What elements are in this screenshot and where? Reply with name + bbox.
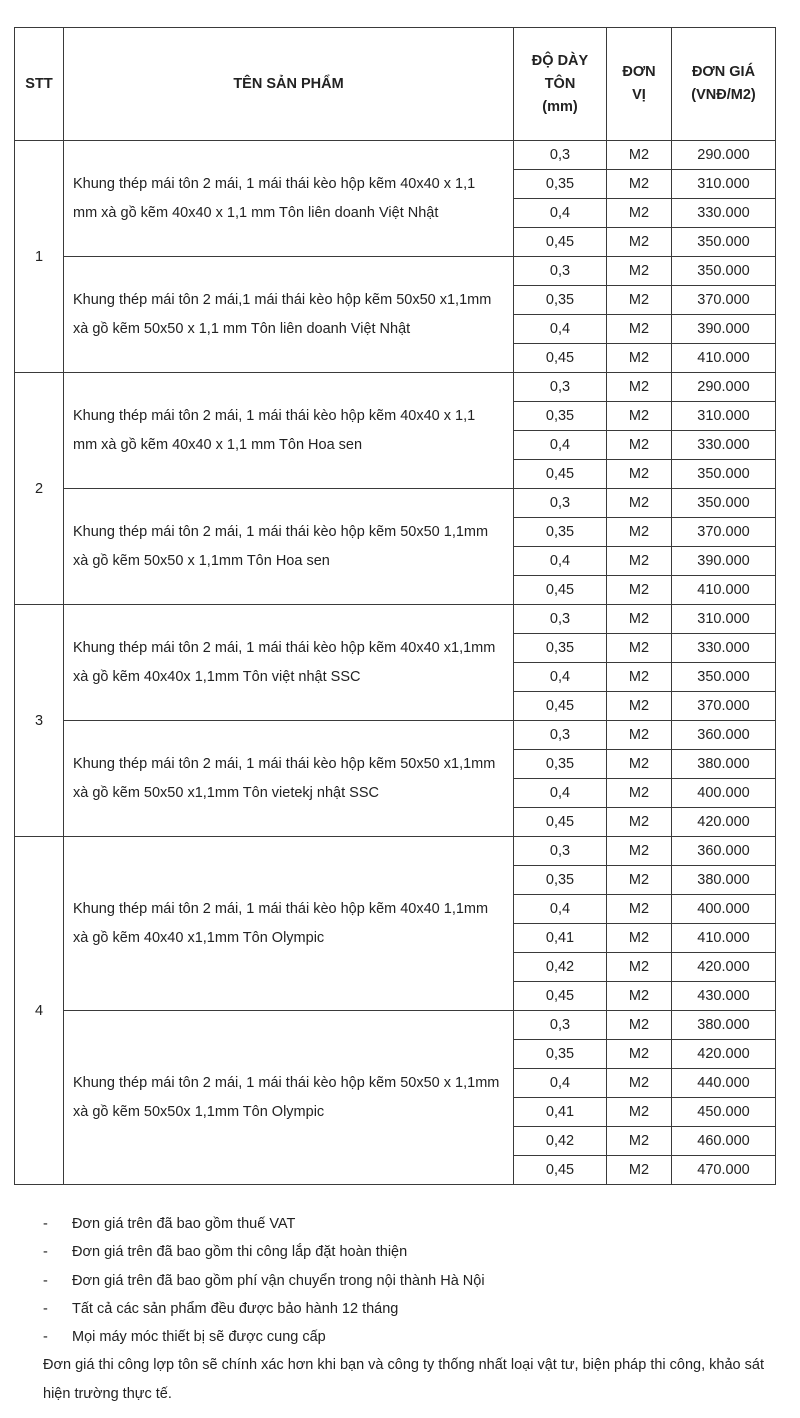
price-cell: 440.000 [672, 1069, 776, 1098]
note-text: Đơn giá trên đã bao gồm phí vận chuyển trong nội thành Hà Nội [72, 1272, 485, 1289]
note-item [43, 1238, 783, 1266]
note-text: Đơn giá trên đã bao gồm thi công lắp đặt hoàn thiện [72, 1244, 408, 1261]
price-cell: 290.000 [672, 141, 776, 170]
table-row [15, 837, 776, 866]
thickness-cell: 0,45 [514, 576, 607, 605]
unit-cell: M2 [607, 1040, 672, 1069]
product-name-cell: Khung thép mái tôn 2 mái, 1 mái thái kèo hộp kẽm 40x40 x 1,1 mm xà gồ kẽm 40x40 x 1,1 mm Tôn liên doanh Việt Nhật [64, 141, 514, 257]
unit-cell: M2 [607, 982, 672, 1011]
unit-cell: M2 [607, 866, 672, 895]
product-name-cell: Khung thép mái tôn 2 mái, 1 mái thái kèo hộp kẽm 40x40 x1,1mm xà gồ kẽm 40x40x 1,1mm Tôn việt nhật SSC [64, 605, 514, 721]
stt-cell: 4 [15, 837, 64, 1185]
unit-cell: M2 [607, 547, 672, 576]
thickness-cell: 0,35 [514, 286, 607, 315]
thickness-cell: 0,35 [514, 402, 607, 431]
unit-cell: M2 [607, 1069, 672, 1098]
table-row [15, 489, 776, 518]
thickness-cell: 0,3 [514, 373, 607, 402]
unit-cell: M2 [607, 924, 672, 953]
price-cell: 420.000 [672, 808, 776, 837]
price-cell: 380.000 [672, 1011, 776, 1040]
header-unit [607, 28, 672, 141]
note-bullet: - [43, 1301, 48, 1318]
unit-cell: M2 [607, 779, 672, 808]
thickness-cell: 0,3 [514, 721, 607, 750]
table-row [15, 141, 776, 170]
thickness-cell: 0,3 [514, 489, 607, 518]
footer-note: Đơn giá thi công lợp tôn sẽ chính xác hơn khi bạn và công ty thống nhất loại vật tư, biện pháp thi công, khảo sát hiện trường thực tế. [43, 1357, 764, 1403]
unit-cell: M2 [607, 170, 672, 199]
unit-cell: M2 [607, 576, 672, 605]
thickness-cell: 0,42 [514, 1127, 607, 1156]
thickness-cell: 0,45 [514, 460, 607, 489]
price-cell: 370.000 [672, 692, 776, 721]
product-name-cell: Khung thép mái tôn 2 mái,1 mái thái kèo hộp kẽm 50x50 x1,1mm xà gồ kẽm 50x50 x 1,1 mm Tôn liên doanh Việt Nhật [64, 257, 514, 373]
thickness-cell: 0,4 [514, 431, 607, 460]
thickness-cell: 0,3 [514, 1011, 607, 1040]
price-cell: 470.000 [672, 1156, 776, 1185]
price-cell: 350.000 [672, 228, 776, 257]
header-price-line: (VNĐ/M2) [691, 87, 756, 103]
price-cell: 350.000 [672, 489, 776, 518]
unit-cell: M2 [607, 837, 672, 866]
price-cell: 430.000 [672, 982, 776, 1011]
thickness-cell: 0,3 [514, 141, 607, 170]
thickness-cell: 0,35 [514, 634, 607, 663]
price-cell: 400.000 [672, 895, 776, 924]
price-cell: 350.000 [672, 663, 776, 692]
unit-cell: M2 [607, 402, 672, 431]
thickness-cell: 0,35 [514, 170, 607, 199]
table-row [15, 721, 776, 750]
thickness-cell: 0,45 [514, 1156, 607, 1185]
unit-cell: M2 [607, 808, 672, 837]
header-row [15, 28, 776, 141]
price-cell: 370.000 [672, 518, 776, 547]
note-bullet: - [43, 1329, 48, 1346]
product-name-cell: Khung thép mái tôn 2 mái, 1 mái thái kèo hộp kẽm 50x50 1,1mm xà gồ kẽm 50x50 x 1,1mm Tôn Hoa sen [64, 489, 514, 605]
thickness-cell: 0,45 [514, 808, 607, 837]
unit-cell: M2 [607, 141, 672, 170]
stt-cell: 2 [15, 373, 64, 605]
unit-cell: M2 [607, 199, 672, 228]
price-cell: 410.000 [672, 344, 776, 373]
note-text: Đơn giá trên đã bao gồm thuế VAT [72, 1216, 296, 1233]
note-item [43, 1295, 783, 1323]
price-cell: 390.000 [672, 547, 776, 576]
thickness-cell: 0,3 [514, 605, 607, 634]
thickness-cell: 0,4 [514, 199, 607, 228]
thickness-cell: 0,4 [514, 895, 607, 924]
price-cell: 350.000 [672, 460, 776, 489]
price-cell: 350.000 [672, 257, 776, 286]
price-cell: 420.000 [672, 1040, 776, 1069]
unit-cell: M2 [607, 663, 672, 692]
header-thickness-line: ĐỘ DÀY [531, 52, 589, 69]
thickness-cell: 0,41 [514, 924, 607, 953]
price-cell: 330.000 [672, 199, 776, 228]
product-name-cell: Khung thép mái tôn 2 mái, 1 mái thái kèo hộp kẽm 50x50 x 1,1mm xà gồ kẽm 50x50x 1,1mm Tôn Olympic [64, 1011, 514, 1185]
price-cell: 420.000 [672, 953, 776, 982]
unit-cell: M2 [607, 953, 672, 982]
unit-cell: M2 [607, 228, 672, 257]
stt-cell: 3 [15, 605, 64, 837]
unit-cell: M2 [607, 895, 672, 924]
thickness-cell: 0,45 [514, 692, 607, 721]
price-cell: 310.000 [672, 170, 776, 199]
unit-cell: M2 [607, 1127, 672, 1156]
thickness-cell: 0,4 [514, 315, 607, 344]
header-thickness-line: TÔN [544, 75, 576, 92]
thickness-cell: 0,3 [514, 837, 607, 866]
unit-cell: M2 [607, 1156, 672, 1185]
thickness-cell: 0,3 [514, 257, 607, 286]
unit-cell: M2 [607, 315, 672, 344]
header-unit-line: ĐƠN [622, 64, 656, 80]
header-thickness-line: (mm) [542, 98, 578, 115]
header-price-line: ĐƠN GIÁ [691, 64, 756, 80]
note-text: Mọi máy móc thiết bị sẽ được cung cấp [72, 1329, 326, 1346]
price-cell: 330.000 [672, 431, 776, 460]
price-cell: 410.000 [672, 576, 776, 605]
unit-cell: M2 [607, 489, 672, 518]
unit-cell: M2 [607, 518, 672, 547]
unit-cell: M2 [607, 373, 672, 402]
price-cell: 380.000 [672, 866, 776, 895]
notes-section [43, 1210, 783, 1409]
thickness-cell: 0,4 [514, 779, 607, 808]
thickness-cell: 0,42 [514, 953, 607, 982]
header-stt: STT [15, 28, 64, 141]
price-cell: 310.000 [672, 402, 776, 431]
price-cell: 310.000 [672, 605, 776, 634]
unit-cell: M2 [607, 605, 672, 634]
thickness-cell: 0,35 [514, 750, 607, 779]
header-unit-line: VỊ [632, 87, 646, 103]
thickness-cell: 0,45 [514, 344, 607, 373]
unit-cell: M2 [607, 721, 672, 750]
thickness-cell: 0,4 [514, 663, 607, 692]
table-body [15, 141, 776, 1185]
note-list [43, 1210, 783, 1351]
unit-cell: M2 [607, 431, 672, 460]
unit-cell: M2 [607, 750, 672, 779]
unit-cell: M2 [607, 1098, 672, 1127]
table-row [15, 605, 776, 634]
price-cell: 360.000 [672, 837, 776, 866]
thickness-cell: 0,4 [514, 547, 607, 576]
price-cell: 410.000 [672, 924, 776, 953]
price-cell: 330.000 [672, 634, 776, 663]
note-bullet: - [43, 1272, 48, 1289]
thickness-cell: 0,35 [514, 866, 607, 895]
thickness-cell: 0,45 [514, 228, 607, 257]
price-cell: 370.000 [672, 286, 776, 315]
table-row [15, 257, 776, 286]
stt-cell: 1 [15, 141, 64, 373]
note-bullet: - [43, 1216, 48, 1233]
unit-cell: M2 [607, 1011, 672, 1040]
header-product-name: TÊN SẢN PHẨM [64, 28, 514, 141]
price-cell: 400.000 [672, 779, 776, 808]
thickness-cell: 0,45 [514, 982, 607, 1011]
price-cell: 360.000 [672, 721, 776, 750]
price-cell: 390.000 [672, 315, 776, 344]
note-item [43, 1210, 783, 1238]
thickness-cell: 0,35 [514, 1040, 607, 1069]
unit-cell: M2 [607, 286, 672, 315]
product-name-cell: Khung thép mái tôn 2 mái, 1 mái thái kèo hộp kẽm 40x40 1,1mm xà gồ kẽm 40x40 x1,1mm Tôn Olympic [64, 837, 514, 1011]
price-cell: 450.000 [672, 1098, 776, 1127]
note-text: Tất cả các sản phẩm đều được bảo hành 12 tháng [72, 1301, 399, 1318]
price-table [14, 27, 776, 1185]
note-item [43, 1323, 783, 1351]
product-name-cell: Khung thép mái tôn 2 mái, 1 mái thái kèo hộp kẽm 40x40 x 1,1 mm xà gồ kẽm 40x40 x 1,1 mm Tôn Hoa sen [64, 373, 514, 489]
unit-cell: M2 [607, 634, 672, 663]
unit-cell: M2 [607, 344, 672, 373]
price-cell: 380.000 [672, 750, 776, 779]
unit-cell: M2 [607, 692, 672, 721]
header-price [672, 28, 776, 141]
thickness-cell: 0,41 [514, 1098, 607, 1127]
price-cell: 460.000 [672, 1127, 776, 1156]
thickness-cell: 0,35 [514, 518, 607, 547]
table-row [15, 373, 776, 402]
price-cell: 290.000 [672, 373, 776, 402]
note-item [43, 1267, 783, 1295]
table-row [15, 1011, 776, 1040]
product-name-cell: Khung thép mái tôn 2 mái, 1 mái thái kèo hộp kẽm 50x50 x1,1mm xà gồ kẽm 50x50 x1,1mm Tôn vietekj nhật SSC [64, 721, 514, 837]
thickness-cell: 0,4 [514, 1069, 607, 1098]
header-thickness [514, 28, 607, 141]
note-bullet: - [43, 1244, 48, 1261]
unit-cell: M2 [607, 460, 672, 489]
unit-cell: M2 [607, 257, 672, 286]
